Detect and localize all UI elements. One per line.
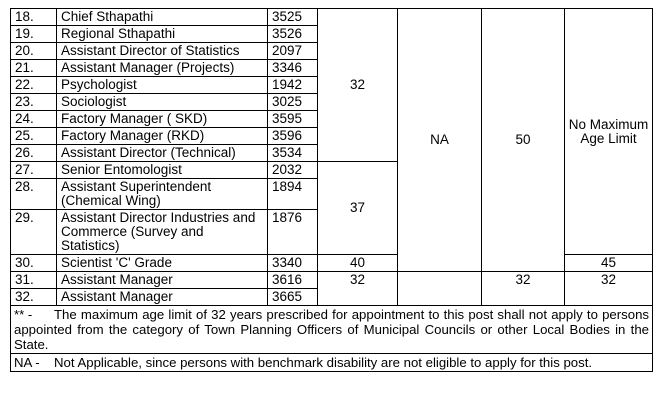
row-number: 27. — [11, 162, 57, 179]
post-code: 3534 — [268, 145, 318, 162]
post-code: 3526 — [268, 26, 318, 43]
age-limit-table — [10, 8, 653, 372]
post-name: Assistant Manager — [57, 289, 268, 306]
post-code: 1942 — [268, 77, 318, 94]
post-name: Factory Manager (RKD) — [57, 128, 268, 145]
row-number: 22. — [11, 77, 57, 94]
post-name: Chief Sthapathi — [57, 9, 268, 26]
age-limit-table-page — [10, 8, 653, 397]
row-number: 21. — [11, 60, 57, 77]
post-code: 3596 — [268, 128, 318, 145]
row-number: 18. — [11, 9, 57, 26]
post-code: 3346 — [268, 60, 318, 77]
age-limit-group-d: 32 — [318, 272, 398, 306]
row-number: 31. — [11, 272, 57, 289]
post-name: Assistant Director of Statistics — [57, 43, 268, 60]
footnote-double-star — [11, 306, 653, 354]
post-code: 3665 — [268, 289, 318, 306]
table-row — [11, 272, 653, 289]
post-code: 2032 — [268, 162, 318, 179]
footnote-text: The maximum age limit of 32 years prescribed for appointment to this post shall not apply to persons appointed from the category of Town Planning Officers of Municipal Councils or other Local Bodies in the State. — [14, 307, 649, 352]
row-number: 30. — [11, 255, 57, 272]
row-number: 19. — [11, 26, 57, 43]
footnote-text: Not Applicable, since persons with benchmark disability are not eligible to apply for this post. — [54, 355, 593, 370]
post-name: Assistant Superintendent (Chemical Wing) — [57, 179, 268, 210]
post-code: 2097 — [268, 43, 318, 60]
post-code: 3525 — [268, 9, 318, 26]
relaxed-age-limit: 50 — [482, 9, 565, 272]
row-number: 28. — [11, 179, 57, 210]
row-number: 23. — [11, 94, 57, 111]
post-name: Assistant Director Industries and Commerce (Survey and Statistics) — [57, 210, 268, 255]
row-number: 24. — [11, 111, 57, 128]
row-number: 29. — [11, 210, 57, 255]
footnote-row — [11, 354, 653, 372]
row-number: 26. — [11, 145, 57, 162]
post-name: Psychologist — [57, 77, 268, 94]
post-name: Assistant Manager — [57, 272, 268, 289]
relaxation-empty — [398, 272, 482, 306]
footnote-na — [11, 354, 653, 372]
relaxed-age-limit-d: 32 — [482, 272, 565, 306]
post-code: 1894 — [268, 179, 318, 210]
post-name: Regional Sthapathi — [57, 26, 268, 43]
age-limit-group-a: 32 — [318, 9, 398, 162]
max-age-limit-c: 45 — [565, 255, 653, 272]
row-number: 32. — [11, 289, 57, 306]
post-name: Factory Manager ( SKD) — [57, 111, 268, 128]
post-name: Assistant Manager (Projects) — [57, 60, 268, 77]
footnote-mark: ** - — [14, 307, 33, 322]
footnote-row — [11, 306, 653, 354]
post-code: 3025 — [268, 94, 318, 111]
post-code: 3616 — [268, 272, 318, 289]
post-name: Scientist 'C' Grade — [57, 255, 268, 272]
post-code: 3340 — [268, 255, 318, 272]
post-name: Sociologist — [57, 94, 268, 111]
age-limit-group-c: 40 — [318, 255, 398, 272]
row-number: 20. — [11, 43, 57, 60]
max-age-limit-d: 32 — [565, 272, 653, 306]
age-limit-group-b: 37 — [318, 162, 398, 255]
row-number: 25. — [11, 128, 57, 145]
table-row — [11, 9, 653, 26]
relaxation-na: NA — [398, 9, 482, 272]
post-code: 3595 — [268, 111, 318, 128]
post-name: Assistant Director (Technical) — [57, 145, 268, 162]
footnote-mark: NA - — [14, 355, 40, 370]
footnote-paragraph — [14, 307, 649, 352]
max-age-limit: No Maximum Age Limit — [565, 9, 653, 255]
post-code: 1876 — [268, 210, 318, 255]
post-name: Senior Entomologist — [57, 162, 268, 179]
